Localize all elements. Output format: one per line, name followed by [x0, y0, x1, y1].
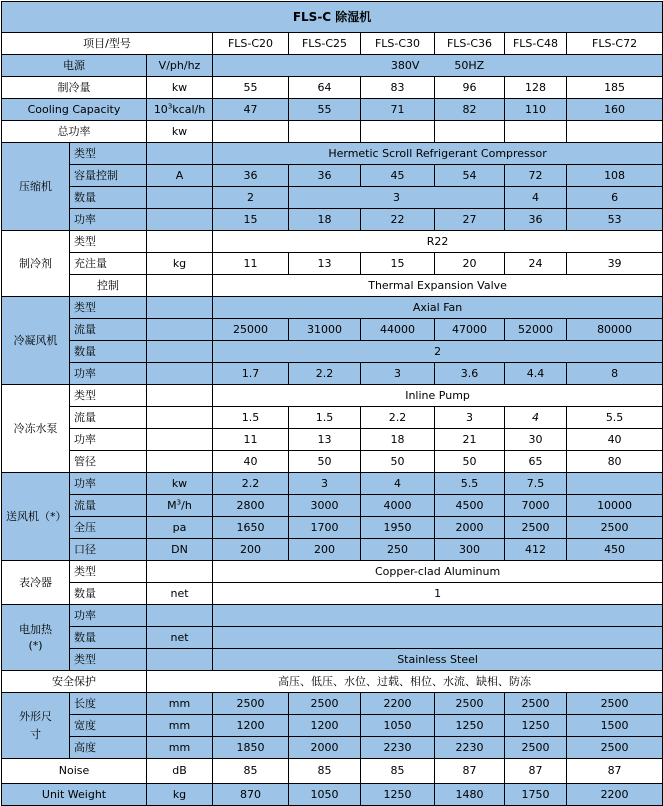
heater-type-row [2, 649, 663, 671]
value-cell: 80 [567, 451, 663, 473]
value-cell: 80000 [567, 319, 663, 341]
value-cell: 1.7 [213, 363, 289, 385]
value-cell: 250 [361, 539, 435, 561]
sub-label: 数量 [70, 583, 147, 605]
value-cell: 3 [435, 407, 505, 429]
sub-label: 功率 [70, 605, 147, 627]
value-cell: 1950 [361, 517, 435, 539]
value-cell: 10000 [567, 495, 663, 517]
value-cell: 40 [213, 451, 289, 473]
value-cell: 5.5 [567, 407, 663, 429]
value-cell: 2000 [435, 517, 505, 539]
pump-type-row [2, 385, 663, 407]
value-cell: 2500 [505, 517, 567, 539]
value-cell: 1700 [289, 517, 361, 539]
value-cell: 2200 [567, 784, 663, 806]
sub-label: 长度 [70, 693, 147, 715]
compressor-power-row [2, 209, 663, 231]
value-cell: 412 [505, 539, 567, 561]
value-cell: 85 [213, 759, 289, 784]
value-cell: 2500 [435, 693, 505, 715]
value-cell: 44000 [361, 319, 435, 341]
cooling-row [2, 77, 663, 99]
condenser-power-row [2, 363, 663, 385]
value-cell: 71 [361, 99, 435, 121]
value-cell: 1200 [289, 715, 361, 737]
value-cell: Inline Pump [213, 385, 663, 407]
value-cell: 1750 [505, 784, 567, 806]
value-cell: 2800 [213, 495, 289, 517]
value-cell: 6 [567, 187, 663, 209]
unit-cell: kw [147, 473, 213, 495]
unit-cell: V/ph/hz [147, 55, 213, 77]
value-cell: 1850 [213, 737, 289, 759]
value-cell: R22 [213, 231, 663, 253]
sub-label: 充注量 [70, 253, 147, 275]
value-cell: Copper-clad Aluminum [213, 561, 663, 583]
heater-power-row [2, 605, 663, 627]
value-cell: 110 [505, 99, 567, 121]
value-cell: 1250 [435, 715, 505, 737]
section-label: 外形尺 寸 [2, 693, 70, 759]
value-cell: Hermetic Scroll Refrigerant Compressor [213, 143, 663, 165]
unit-cell: dB [147, 759, 213, 784]
sub-label: 数量 [70, 627, 147, 649]
model-header: FLS-C25 [289, 33, 361, 55]
sub-label: 类型 [70, 143, 147, 165]
unit-cell: kg [147, 784, 213, 806]
unit-cell: net [147, 583, 213, 605]
value-cell: 27 [435, 209, 505, 231]
value-cell: 2200 [361, 693, 435, 715]
sub-label: 类型 [70, 561, 147, 583]
value-cell: 2.2 [289, 363, 361, 385]
cooling-capacity-row [2, 99, 663, 121]
value-cell: 1200 [213, 715, 289, 737]
value-cell: 1500 [567, 715, 663, 737]
spec-table [1, 1, 663, 806]
unit-cell: $10^3kcal/h$ [147, 99, 213, 121]
value-cell: 380V 50HZ [213, 55, 663, 77]
spec-sheet [1, 1, 662, 804]
title-row [2, 2, 663, 33]
sub-label: 流量 [70, 495, 147, 517]
value-cell: 1.5 [289, 407, 361, 429]
sub-label: 功率 [70, 473, 147, 495]
model-header: FLS-C20 [213, 33, 289, 55]
value-cell: 15 [361, 253, 435, 275]
value-cell: 40 [567, 429, 663, 451]
value-cell: 4000 [361, 495, 435, 517]
value-cell: 83 [361, 77, 435, 99]
table-title: FLS-C 除湿机 [2, 2, 663, 33]
value-cell: 200 [213, 539, 289, 561]
sub-label: 数量 [70, 187, 147, 209]
value-cell: 1480 [435, 784, 505, 806]
value-cell: 2.2 [213, 473, 289, 495]
dim-height-row [2, 737, 663, 759]
condenser-type-row [2, 297, 663, 319]
section-label: 送风机（*） [2, 473, 70, 561]
sub-label: 流量 [70, 407, 147, 429]
unit-cell: mm [147, 693, 213, 715]
value-cell: 2.2 [361, 407, 435, 429]
sub-label: 口径 [70, 539, 147, 561]
sub-label: 类型 [70, 385, 147, 407]
value-cell: 18 [289, 209, 361, 231]
value-cell: 36 [505, 209, 567, 231]
power-supply-row [2, 55, 663, 77]
section-label: 冷冻水泵 [2, 385, 70, 473]
value-cell: 52000 [505, 319, 567, 341]
value-cell: 45 [361, 165, 435, 187]
value-cell: 64 [289, 77, 361, 99]
value-cell: 4 [505, 187, 567, 209]
condenser-qty-row [2, 341, 663, 363]
value-cell: 185 [567, 77, 663, 99]
value-cell: 25000 [213, 319, 289, 341]
row-label: 安全保护 [2, 671, 147, 693]
protection-row [2, 671, 663, 693]
compressor-capacity-row [2, 165, 663, 187]
value-cell: 450 [567, 539, 663, 561]
sub-label: 功率 [70, 363, 147, 385]
heater-qty-row [2, 627, 663, 649]
value-cell: 2500 [289, 693, 361, 715]
value-cell: 54 [435, 165, 505, 187]
value-cell: 36 [213, 165, 289, 187]
value-cell: 高压、低压、水位、过载、相位、水流、缺相、防冻 [147, 671, 663, 693]
row-label: Unit Weight [2, 784, 147, 806]
value-cell: 39 [567, 253, 663, 275]
value-cell: 22 [361, 209, 435, 231]
value-cell: 85 [361, 759, 435, 784]
cooler-qty-row [2, 583, 663, 605]
value-cell: 300 [435, 539, 505, 561]
sub-label: 流量 [70, 319, 147, 341]
value-cell: 4 [361, 473, 435, 495]
value-cell: 20 [435, 253, 505, 275]
value-cell: 2230 [361, 737, 435, 759]
value-cell: 82 [435, 99, 505, 121]
pump-flow-row [2, 407, 663, 429]
value-cell: 47000 [435, 319, 505, 341]
value-cell: 2500 [567, 737, 663, 759]
supply-fan-pressure-row [2, 517, 663, 539]
value-cell: 2500 [567, 693, 663, 715]
sub-label: 功率 [70, 429, 147, 451]
value-cell: 87 [567, 759, 663, 784]
unit-cell: kw [147, 77, 213, 99]
condenser-flow-row [2, 319, 663, 341]
value-cell: 96 [435, 77, 505, 99]
value-cell: 18 [361, 429, 435, 451]
value-cell: 87 [435, 759, 505, 784]
value-cell: 200 [289, 539, 361, 561]
value-cell: 3 [289, 187, 505, 209]
sub-label: 容量控制 [70, 165, 147, 187]
value-cell: Axial Fan [213, 297, 663, 319]
unit-cell: mm [147, 715, 213, 737]
sub-label: 类型 [70, 649, 147, 671]
model-header: FLS-C48 [505, 33, 567, 55]
value-cell: 2500 [213, 693, 289, 715]
sub-label: 高度 [70, 737, 147, 759]
value-cell: 5.5 [435, 473, 505, 495]
value-cell: 3 [361, 363, 435, 385]
unit-cell: kg [147, 253, 213, 275]
value-cell: 53 [567, 209, 663, 231]
value-cell: 160 [567, 99, 663, 121]
compressor-type-row [2, 143, 663, 165]
value-cell: 4 [505, 407, 567, 429]
value-cell: 4.4 [505, 363, 567, 385]
value-cell: 87 [505, 759, 567, 784]
compressor-qty-row [2, 187, 663, 209]
refrigerant-control-row [2, 275, 663, 297]
value-cell: 108 [567, 165, 663, 187]
sub-label: 数量 [70, 341, 147, 363]
value-cell: 8 [567, 363, 663, 385]
sub-label: 管径 [70, 451, 147, 473]
value-cell: 2500 [567, 517, 663, 539]
value-cell: 65 [505, 451, 567, 473]
unit-cell: $M^3/h$ [147, 495, 213, 517]
value-cell: 85 [289, 759, 361, 784]
value-cell: 7.5 [505, 473, 567, 495]
value-cell: 11 [213, 429, 289, 451]
section-label: 电加热 (*) [2, 605, 70, 671]
value-cell: Stainless Steel [213, 649, 663, 671]
sub-label: 类型 [70, 231, 147, 253]
section-label: 冷凝风机 [2, 297, 70, 385]
unit-cell: mm [147, 737, 213, 759]
unit-cell: kw [147, 121, 213, 143]
value-cell: 1650 [213, 517, 289, 539]
model-header: FLS-C36 [435, 33, 505, 55]
value-cell: 2230 [435, 737, 505, 759]
value-cell: 50 [289, 451, 361, 473]
value-cell: 2000 [289, 737, 361, 759]
model-header: FLS-C30 [361, 33, 435, 55]
value-cell: 55 [213, 77, 289, 99]
value-cell: 50 [435, 451, 505, 473]
value-cell: 1050 [361, 715, 435, 737]
supply-fan-flow-row [2, 495, 663, 517]
value-cell: Thermal Expansion Valve [213, 275, 663, 297]
row-label: 制冷量 [2, 77, 147, 99]
refrigerant-charge-row [2, 253, 663, 275]
pump-pipe-row [2, 451, 663, 473]
value-cell: 55 [289, 99, 361, 121]
value-cell: 11 [213, 253, 289, 275]
section-label: 压缩机 [2, 143, 70, 231]
noise-row [2, 759, 663, 784]
value-cell: 128 [505, 77, 567, 99]
sub-label: 功率 [70, 209, 147, 231]
value-cell: 21 [435, 429, 505, 451]
value-cell: 1250 [505, 715, 567, 737]
value-cell: 1250 [361, 784, 435, 806]
value-cell: 2500 [505, 737, 567, 759]
value-cell: 3000 [289, 495, 361, 517]
sub-label: 控制 [70, 275, 147, 297]
value-cell: 13 [289, 429, 361, 451]
sub-label: 类型 [70, 297, 147, 319]
cooler-type-row [2, 561, 663, 583]
value-cell: 3 [289, 473, 361, 495]
header-row [2, 33, 663, 55]
value-cell: 47 [213, 99, 289, 121]
value-cell: 31000 [289, 319, 361, 341]
unit-cell: A [147, 165, 213, 187]
value-cell: 1.5 [213, 407, 289, 429]
weight-row [2, 784, 663, 806]
supply-fan-power-row [2, 473, 663, 495]
value-cell: 15 [213, 209, 289, 231]
model-header: FLS-C72 [567, 33, 663, 55]
row-label: 电源 [2, 55, 147, 77]
dim-width-row [2, 715, 663, 737]
value-cell: 13 [289, 253, 361, 275]
sub-label: 宽度 [70, 715, 147, 737]
unit-cell: pa [147, 517, 213, 539]
header-label: 项目/型号 [2, 33, 213, 55]
section-label: 制冷剂 [2, 231, 70, 297]
value-cell: 1 [213, 583, 663, 605]
total-power-row [2, 121, 663, 143]
value-cell: 4500 [435, 495, 505, 517]
row-label: Noise [2, 759, 147, 784]
supply-fan-outlet-row [2, 539, 663, 561]
unit-cell: DN [147, 539, 213, 561]
value-cell: 2 [213, 187, 289, 209]
value-cell: 870 [213, 784, 289, 806]
value-cell: 7000 [505, 495, 567, 517]
row-label: 总功率 [2, 121, 147, 143]
value-cell: 2500 [505, 693, 567, 715]
refrigerant-type-row [2, 231, 663, 253]
row-label: Cooling Capacity [2, 99, 147, 121]
value-cell: 30 [505, 429, 567, 451]
value-cell: 36 [289, 165, 361, 187]
section-label: 表冷器 [2, 561, 70, 605]
pump-power-row [2, 429, 663, 451]
value-cell: 50 [361, 451, 435, 473]
unit-cell: net [147, 627, 213, 649]
value-cell: 72 [505, 165, 567, 187]
value-cell: 3.6 [435, 363, 505, 385]
value-cell: 1050 [289, 784, 361, 806]
value-cell: 24 [505, 253, 567, 275]
sub-label: 全压 [70, 517, 147, 539]
dim-length-row [2, 693, 663, 715]
value-cell: 2 [213, 341, 663, 363]
